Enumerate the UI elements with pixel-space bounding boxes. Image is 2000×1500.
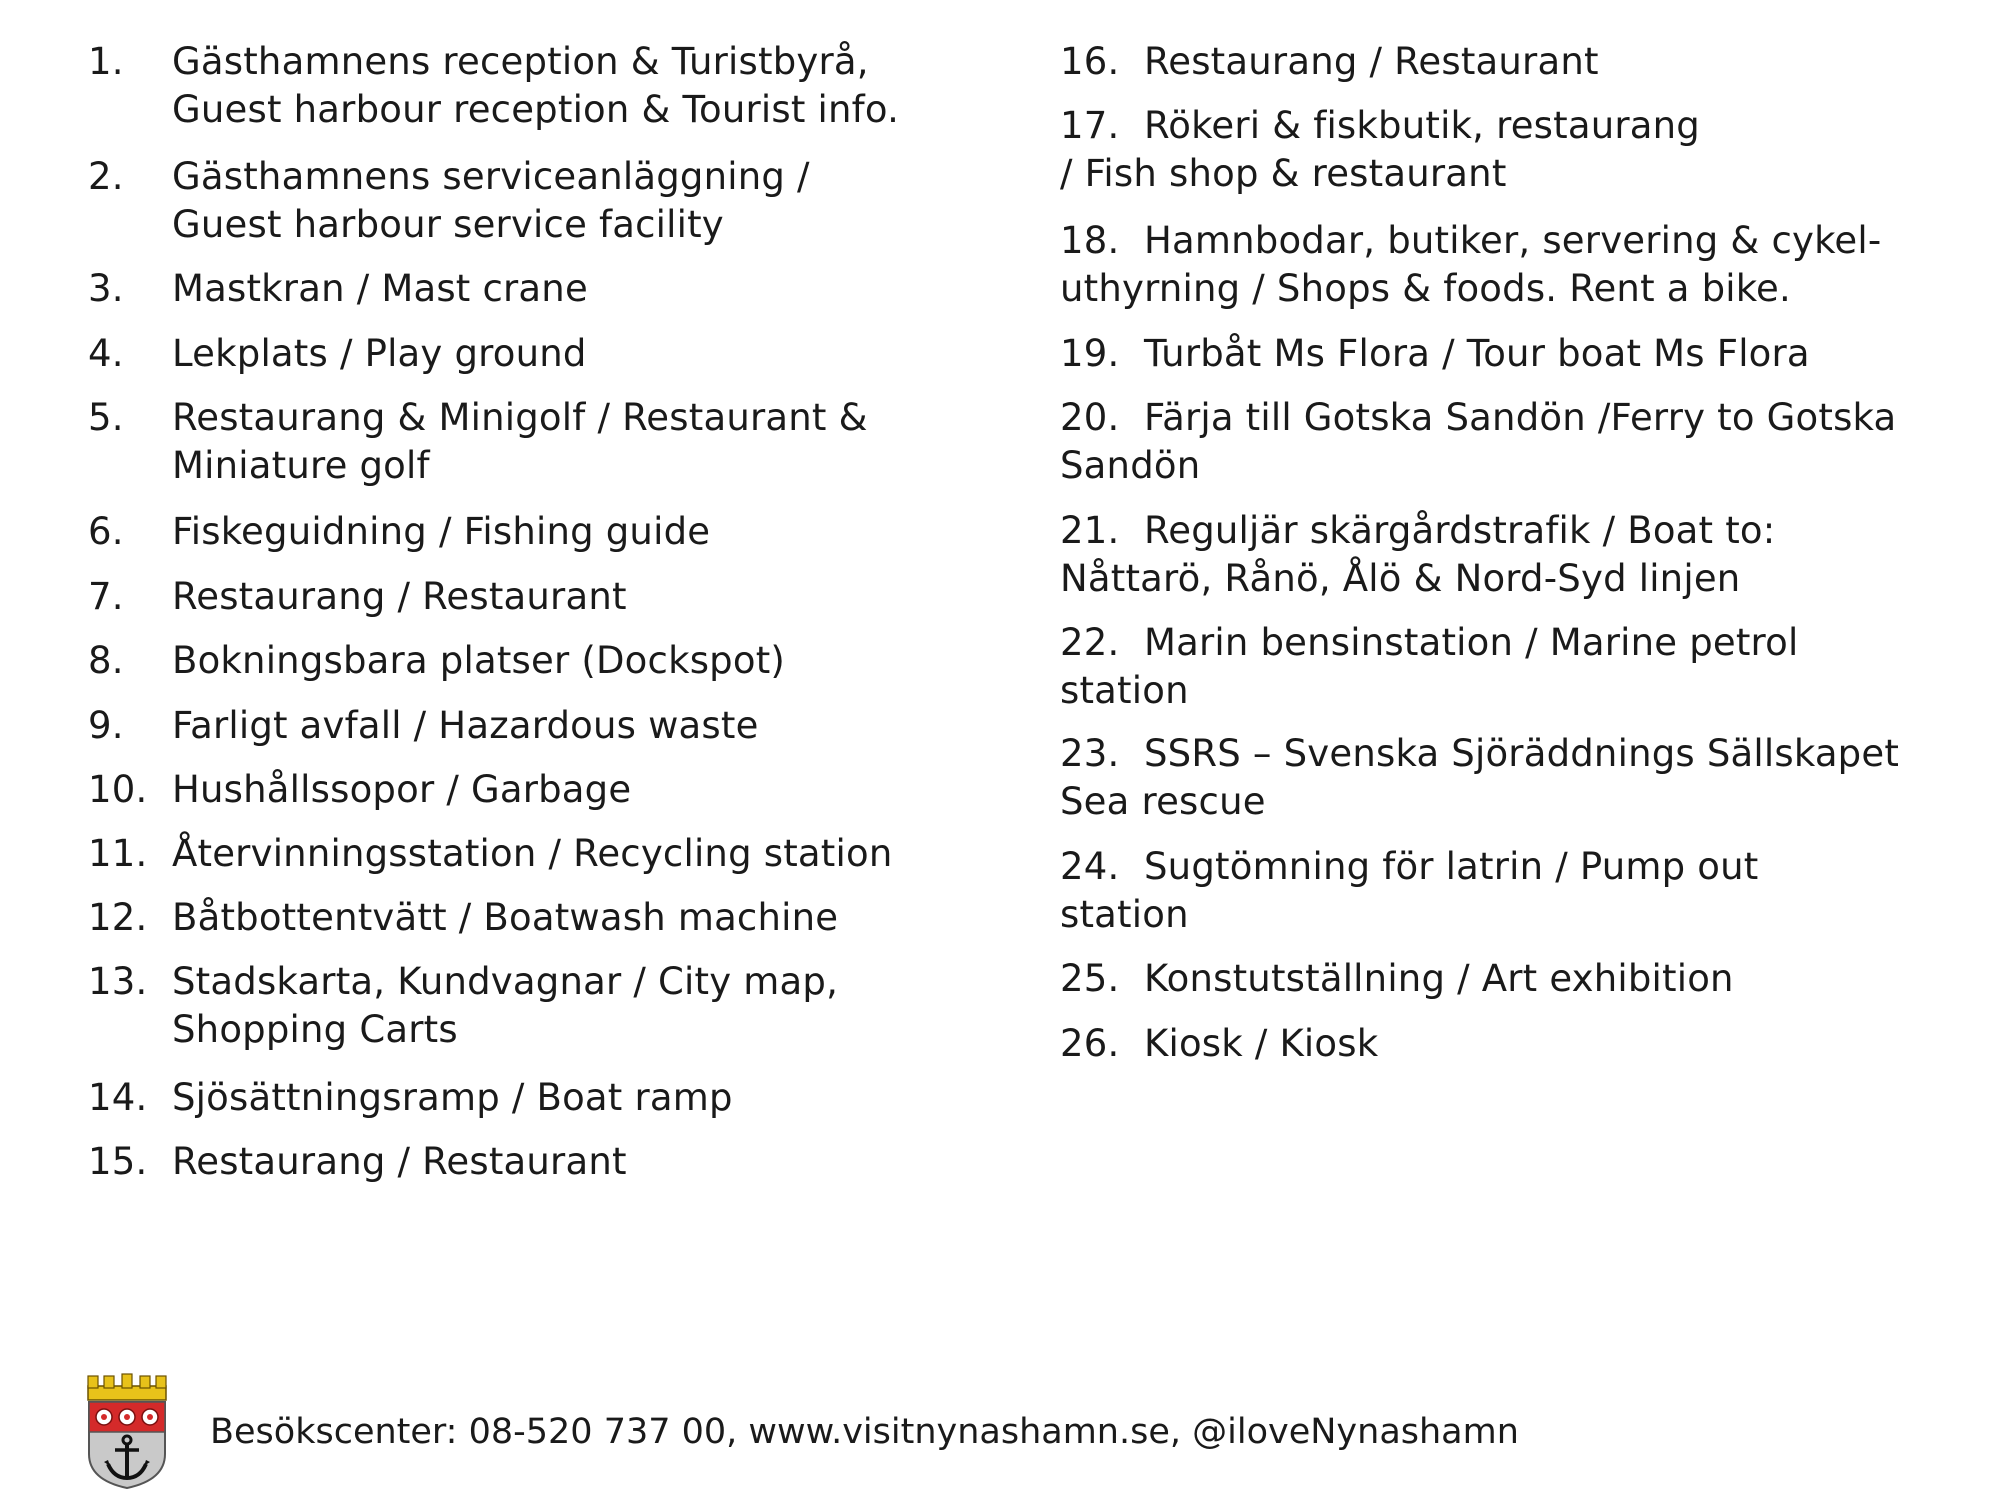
item-text: Sugtömning för latrin / Pump out (1144, 845, 1759, 888)
item-number: 1. (88, 40, 124, 83)
item-number: 12. (88, 896, 148, 939)
item-number: 10. (88, 768, 148, 811)
list-item (88, 508, 988, 556)
item-number: 5. (88, 396, 124, 439)
item-text: Stadskarta, Kundvagnar / City map, Shopping Carts (172, 960, 839, 1051)
list-item (88, 265, 988, 313)
item-number: 6. (88, 510, 124, 553)
item-first-line (1060, 38, 1980, 86)
list-item (1060, 1020, 1980, 1068)
list-item (88, 1138, 988, 1186)
item-number: 19. (1060, 332, 1120, 375)
footer (84, 1370, 1784, 1490)
list-item (1060, 38, 1980, 86)
item-first-line (1060, 330, 1980, 378)
list-item (88, 394, 988, 490)
item-text-continuation: Nåttarö, Rånö, Ålö & Nord-Syd linjen (1060, 557, 1741, 600)
item-text: Reguljär skärgårdstrafik / Boat to: (1144, 509, 1776, 552)
list-item (88, 637, 988, 685)
item-text: Färja till Gotska Sandön /Ferry to Gotska (1144, 396, 1897, 439)
list-item (1060, 217, 1980, 313)
list-item (88, 573, 988, 621)
item-number: 17. (1060, 104, 1120, 147)
item-text: Restaurang / Restaurant (1144, 40, 1599, 83)
list-item (88, 894, 988, 942)
list-item (1060, 730, 1980, 826)
item-number: 13. (88, 960, 148, 1003)
item-text: Hushållssopor / Garbage (172, 768, 632, 811)
item-first-line (1060, 1020, 1980, 1068)
item-text: Kiosk / Kiosk (1144, 1022, 1379, 1065)
item-text-continuation: / Fish shop & restaurant (1060, 152, 1507, 195)
item-text-continuation: station (1060, 893, 1189, 936)
item-text: Fiskeguidning / Fishing guide (172, 510, 711, 553)
list-item (88, 1074, 988, 1122)
item-text: Marin bensinstation / Marine petrol (1144, 621, 1799, 664)
item-text: SSRS – Svenska Sjöräddnings Sällskapet (1144, 732, 1900, 775)
list-item (88, 958, 988, 1054)
item-number: 21. (1060, 509, 1120, 552)
item-number: 4. (88, 332, 124, 375)
item-text: Sjösättningsramp / Boat ramp (172, 1076, 733, 1119)
item-number: 11. (88, 832, 148, 875)
item-first-line (1060, 217, 1980, 265)
item-text: Gästhamnens serviceanläggning / Guest harbour service facility (172, 155, 810, 246)
item-number: 25. (1060, 957, 1120, 1000)
item-number: 2. (88, 155, 124, 198)
list-item (88, 153, 988, 249)
item-first-line (1060, 843, 1980, 891)
item-text: Hamnbodar, butiker, servering & cykel- (1144, 219, 1882, 262)
contact-info: Besökscenter: 08-520 737 00, www.visitnynashamn.se, @iloveNynashamn (210, 1412, 1519, 1452)
item-number: 22. (1060, 621, 1120, 664)
item-text: Mastkran / Mast crane (172, 267, 588, 310)
list-item (88, 830, 988, 878)
item-text: Rökeri & fiskbutik, restaurang (1144, 104, 1700, 147)
item-number: 14. (88, 1076, 148, 1119)
item-first-line (1060, 619, 1980, 667)
item-text: Lekplats / Play ground (172, 332, 587, 375)
item-number: 3. (88, 267, 124, 310)
item-number: 15. (88, 1140, 148, 1183)
list-item (1060, 619, 1980, 715)
list-item (1060, 394, 1980, 490)
list-item (88, 766, 988, 814)
list-item (88, 702, 988, 750)
item-first-line (1060, 394, 1980, 442)
item-number: 16. (1060, 40, 1120, 83)
item-text: Gästhamnens reception & Turistbyrå, Guest harbour reception & Tourist info. (172, 40, 900, 131)
list-item (1060, 843, 1980, 939)
item-text: Återvinningsstation / Recycling station (172, 832, 893, 875)
item-text: Båtbottentvätt / Boatwash machine (172, 896, 839, 939)
item-text-continuation: Sandön (1060, 444, 1201, 487)
item-number: 9. (88, 704, 124, 747)
item-number: 26. (1060, 1022, 1120, 1065)
item-number: 7. (88, 575, 124, 618)
item-text: Restaurang / Restaurant (172, 575, 627, 618)
list-item (88, 38, 988, 134)
item-first-line (1060, 955, 1980, 1003)
item-text: Turbåt Ms Flora / Tour boat Ms Flora (1144, 332, 1810, 375)
item-first-line (1060, 102, 1980, 150)
item-text-continuation: uthyrning / Shops & foods. Rent a bike. (1060, 267, 1791, 310)
item-text-continuation: Sea rescue (1060, 780, 1266, 823)
item-text-continuation: station (1060, 669, 1189, 712)
item-number: 18. (1060, 219, 1120, 262)
list-item (1060, 955, 1980, 1003)
item-number: 20. (1060, 396, 1120, 439)
item-number: 23. (1060, 732, 1120, 775)
list-item (1060, 102, 1980, 198)
item-text: Restaurang & Minigolf / Restaurant & Miniature golf (172, 396, 868, 487)
list-item (1060, 507, 1980, 603)
item-number: 8. (88, 639, 124, 682)
list-item (1060, 330, 1980, 378)
item-text: Konstutställning / Art exhibition (1144, 957, 1734, 1000)
item-first-line (1060, 507, 1980, 555)
item-first-line (1060, 730, 1980, 778)
nynashamn-coat-of-arms-icon (84, 1370, 170, 1490)
list-item (88, 330, 988, 378)
item-text: Restaurang / Restaurant (172, 1140, 627, 1183)
item-text: Farligt avfall / Hazardous waste (172, 704, 759, 747)
item-number: 24. (1060, 845, 1120, 888)
item-text: Bokningsbara platser (Dockspot) (172, 639, 786, 682)
